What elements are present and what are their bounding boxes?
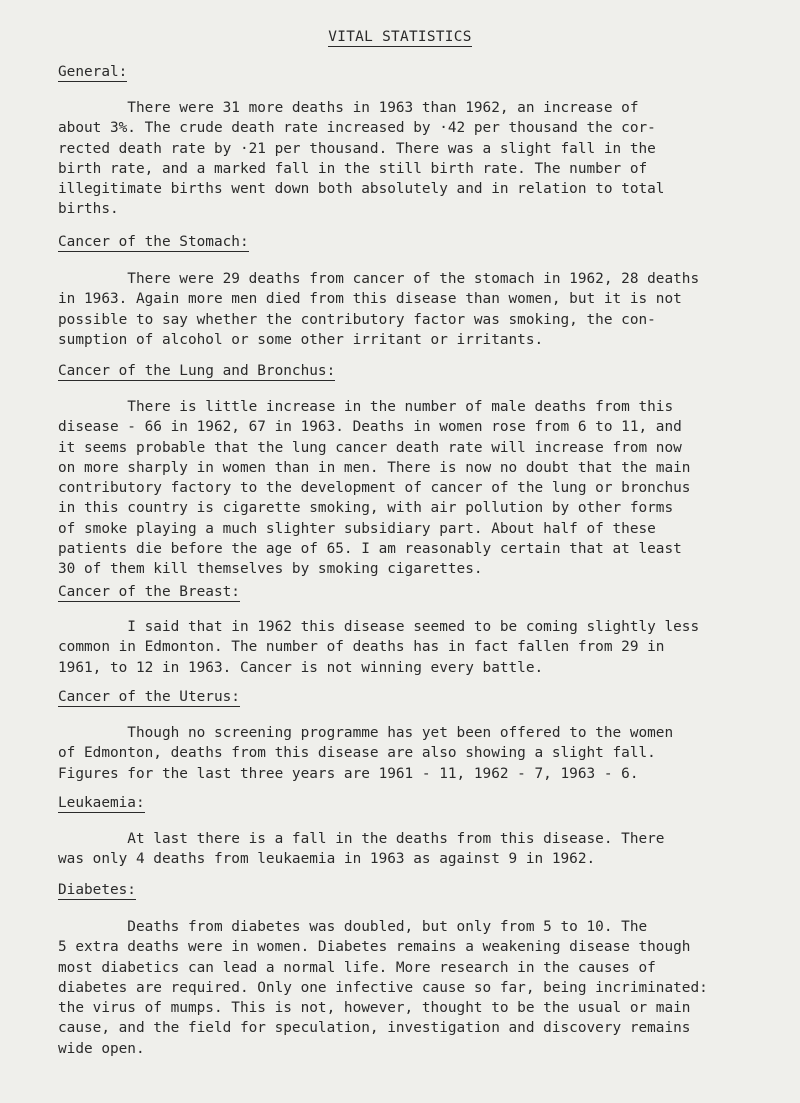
text-line: 1961, to 12 in 1963. Cancer is not winning every battle. xyxy=(58,659,544,676)
text-line: There were 29 deaths from cancer of the stomach in 1962, 28 deaths xyxy=(58,271,700,287)
section-body-cancer-breast xyxy=(58,617,758,678)
text-line: Though no screening programme has yet been offered to the women xyxy=(58,725,674,741)
text-line: contributory factory to the development of cancer of the lung or bronchus xyxy=(58,480,691,497)
text-line: I said that in 1962 this disease seemed to be coming slightly less xyxy=(58,619,700,635)
text-line: in 1963. Again more men died from this disease than women, but it is not xyxy=(58,291,682,308)
text-line: the virus of mumps. This is not, however, thought to be the usual or main xyxy=(58,1000,691,1017)
text-line: most diabetics can lead a normal life. More research in the causes of xyxy=(58,959,656,976)
section-body-general xyxy=(58,98,758,220)
heading-text: Cancer of the Lung and Bronchus: xyxy=(58,363,336,379)
text-line: common in Edmonton. The number of deaths has in fact fallen from 29 in xyxy=(58,639,665,656)
section-heading-leukaemia xyxy=(58,793,145,813)
text-line: At last there is a fall in the deaths from this disease. There xyxy=(58,831,665,847)
text-line: it seems probable that the lung cancer death rate will increase from now xyxy=(58,439,682,456)
text-line: sumption of alcohol or some other irritant or irritants. xyxy=(58,331,544,348)
heading-text: Cancer of the Stomach: xyxy=(58,234,249,250)
text-line: 5 extra deaths were in women. Diabetes remains a weakening disease though xyxy=(58,939,691,956)
section-heading-general xyxy=(58,62,127,82)
section-body-cancer-lung xyxy=(58,397,758,580)
text-line: cause, and the field for speculation, investigation and discovery remains xyxy=(58,1020,691,1037)
section-heading-diabetes xyxy=(58,880,136,900)
text-line: births. xyxy=(58,201,119,218)
text-line: wide open. xyxy=(58,1040,145,1057)
heading-text: Diabetes: xyxy=(58,882,136,898)
text-line: possible to say whether the contributory factor was smoking, the con- xyxy=(58,311,656,328)
section-body-leukaemia xyxy=(58,829,758,870)
text-line: diabetes are required. Only one infective cause so far, being incriminated: xyxy=(58,979,708,996)
page-title-text: VITAL STATISTICS xyxy=(328,29,472,45)
heading-text: Cancer of the Uterus: xyxy=(58,689,240,705)
page-title xyxy=(0,27,800,47)
text-line: Deaths from diabetes was doubled, but only from 5 to 10. The xyxy=(58,919,648,935)
text-line: rected death rate by ·21 per thousand. There was a slight fall in the xyxy=(58,140,656,157)
text-line: of smoke playing a much slighter subsidiary part. About half of these xyxy=(58,520,656,537)
text-line: 30 of them kill themselves by smoking cigarettes. xyxy=(58,561,483,578)
text-line: illegitimate births went down both absolutely and in relation to total xyxy=(58,181,665,198)
text-line: was only 4 deaths from leukaemia in 1963 as against 9 in 1962. xyxy=(58,851,596,868)
text-line: on more sharply in women than in men. There is now no doubt that the main xyxy=(58,459,691,476)
text-line: Figures for the last three years are 1961 - 11, 1962 - 7, 1963 - 6. xyxy=(58,765,639,782)
section-body-cancer-stomach xyxy=(58,269,758,350)
text-line: There were 31 more deaths in 1963 than 1962, an increase of xyxy=(58,100,639,116)
text-line: There is little increase in the number of male deaths from this xyxy=(58,399,674,415)
section-heading-cancer-lung xyxy=(58,361,335,381)
text-line: of Edmonton, deaths from this disease are also showing a slight fall. xyxy=(58,745,656,762)
section-heading-cancer-uterus xyxy=(58,687,240,707)
text-line: in this country is cigarette smoking, with air pollution by other forms xyxy=(58,500,674,517)
section-heading-cancer-breast xyxy=(58,582,240,602)
text-line: birth rate, and a marked fall in the still birth rate. The number of xyxy=(58,160,648,177)
heading-text: General: xyxy=(58,64,128,80)
heading-text: Cancer of the Breast: xyxy=(58,584,240,600)
text-line: disease - 66 in 1962, 67 in 1963. Deaths in women rose from 6 to 11, and xyxy=(58,419,682,436)
text-line: about 3%. The crude death rate increased by ·42 per thousand the cor- xyxy=(58,120,656,137)
text-line: patients die before the age of 65. I am reasonably certain that at least xyxy=(58,541,682,558)
section-body-diabetes xyxy=(58,917,758,1059)
heading-text: Leukaemia: xyxy=(58,795,145,811)
section-heading-cancer-stomach xyxy=(58,232,249,252)
section-body-cancer-uterus xyxy=(58,723,758,784)
